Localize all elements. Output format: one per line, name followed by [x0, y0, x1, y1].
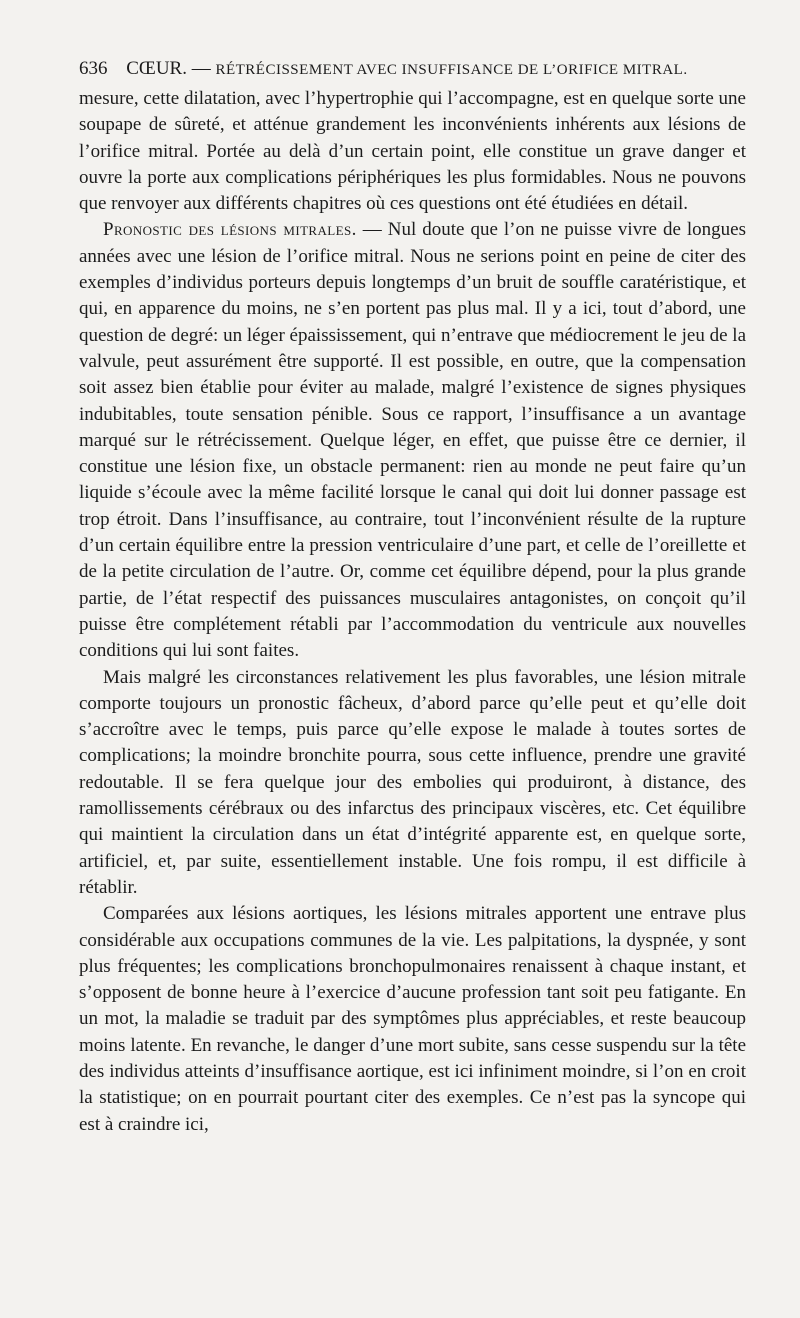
page-number: 636 — [79, 58, 108, 79]
paragraph-2 — [79, 217, 746, 664]
section-heading-dash: — — [356, 219, 388, 241]
section-heading: Pronostic des lésions mitrales. — [103, 219, 357, 241]
paragraph-2-text: Nul doute que l’on ne puisse vivre de longues années avec une lésion de l’orifice mitral. Nous ne serions point en peine de citer des exemples d’individus porteurs depuis longtemps d’un bruit de souffle caratéristique, et qui, en apparence du moins, ne s’en portent pas plus mal. Il y a ici, tout d’abord, une question de degré: un léger épaississement, qui n’entrave que médiocrement le jeu de la valvule, peut assurément être supporté. Il est possible, en outre, que la compensation soit assez bien établie pour éviter au malade, malgré l’existence de signes physiques indubitables, toute sensation pénible. Sous ce rapport, l’insuffisance a un avantage marqué sur le rétrécissement. Quelque léger, en effet, que puisse être ce dernier, il constitue une lésion fixe, un obstacle permanent: rien au monde ne peut faire qu’un liquide s’écoule avec la même facilité lorsque le canal qui doit lui donner passage est trop étroit. Dans l’insuffisance, au contraire, tout l’inconvénient résulte de la rupture d’un certain équilibre entre la pression ventriculaire d’une part, et celle de l’oreillette et de la petite circulation de l’autre. Or, comme cet équilibre dépend, pour la plus grande partie, de l’état respectif des puissances musculaires antagonistes, on conçoit qu’il puisse être complétement rétabli par l’accommodation du ventricule aux nouvelles conditions qui lui sont faites. — [79, 219, 746, 662]
header-dash: — — [191, 58, 211, 79]
running-header — [79, 55, 759, 83]
running-title: RÉTRÉCISSEMENT AVEC INSUFFISANCE DE L’ORIFICE MITRAL. — [215, 62, 688, 78]
chapter-label: CŒUR. — [126, 58, 187, 79]
paragraph-3: Mais malgré les circonstances relativement les plus favorables, une lésion mitrale comporte toujours un pronostic fâcheux, d’abord parce qu’elle peut et qu’elle doit s’accroître avec le temps, puis parce qu’elle expose le malade à toutes sortes de complications; la moindre bronchite pourra, sous cette influence, prendre une gravité redoutable. Il se fera quelque jour des embolies qui produiront, à distance, des ramollissements cérébraux ou des infarctus des principaux viscères, etc. Cet équilibre qui maintient la circulation dans un état d’intégrité apparente est, en quelque sorte, artificiel, et, par suite, essentiellement instable. Une fois rompu, il est difficile à rétablir. — [79, 666, 746, 898]
paragraph-1: mesure, cette dilatation, avec l’hypertrophie qui l’accompagne, est en quelque sorte une soupape de sûreté, et atténue grandement les inconvénients inhérents aux lésions de l’orifice mitral. Portée au delà d’un certain point, elle constitue un grave danger et ouvre la porte aux complications périphériques les plus formidables. Nous ne pouvons que renvoyer aux différents chapitres où ces questions ont été étudiées en détail. — [79, 88, 746, 215]
paragraph-4: Comparées aux lésions aortiques, les lésions mitrales apportent une entrave plus considérable aux occupations communes de la vie. Les palpitations, la dyspnée, y sont plus fréquentes; les complications bronchopulmonaires renaissent à chaque instant, et s’opposent de bonne heure à l’exercice d’aucune profession tant soit peu fatigante. En un mot, la maladie se traduit par des symptômes plus appréciables, et reste beaucoup moins latente. En revanche, le danger d’une mort subite, sans cesse suspendu sur la tête des individus atteints d’insuffisance aortique, est ici infiniment moindre, si l’on en croit la statistique; on en pourrait pourtant citer des exemples. Ce n’est pas la syncope qui est à craindre ici, — [79, 903, 746, 1135]
body-text — [79, 86, 746, 1138]
